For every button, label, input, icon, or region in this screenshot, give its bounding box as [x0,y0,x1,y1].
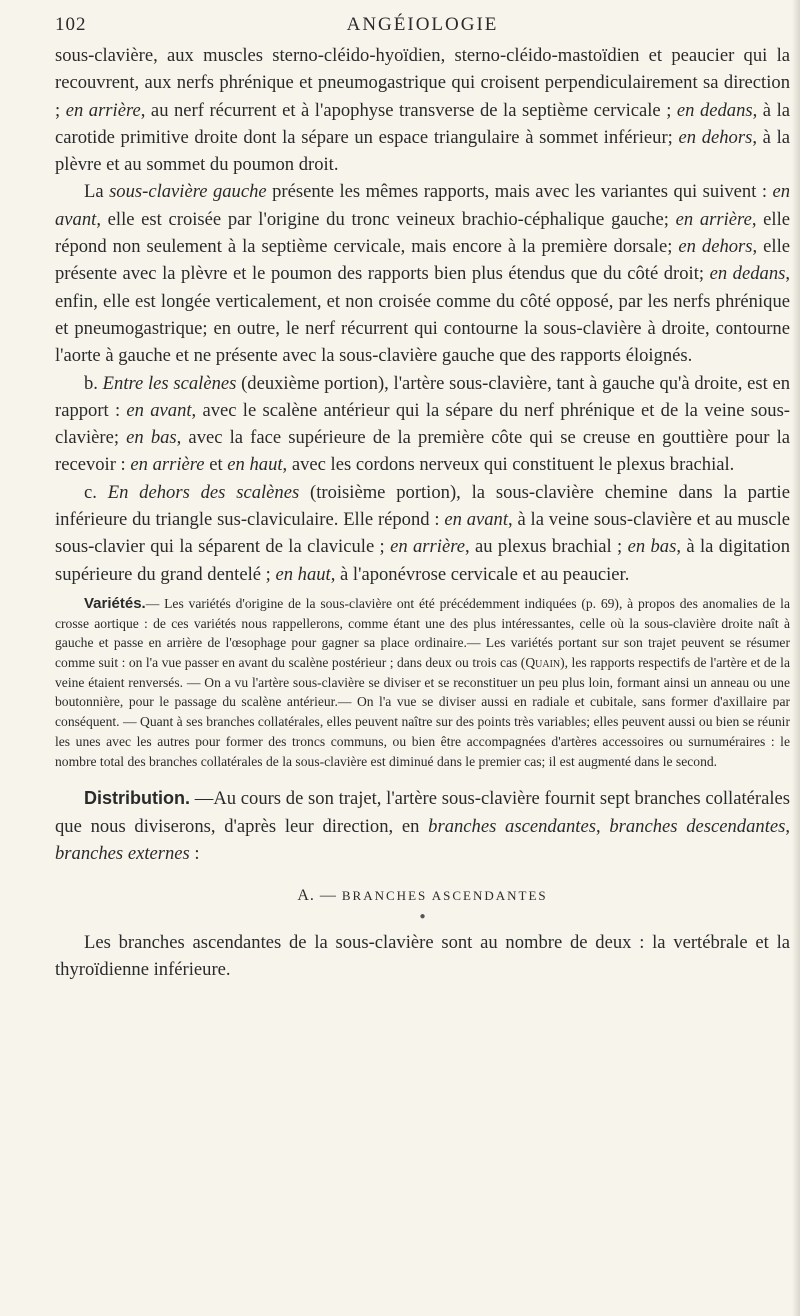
page-header [55,14,790,42]
page-edge-shadow [792,0,800,1316]
distribution-label: Distribution. [84,788,190,809]
varietes-label: Variétés. [84,594,146,612]
paragraph-varietes: Variétés.— Les variétés d'origine de la sous-clavière ont été précédemment indiquées (p. 69), à propos des anomalies de la crosse aortique : de ces variétés nous rappellerons, comme étant une des plus intéressantes, celle où la sous-clavière droite naît à gauche et passe en arrière de l'œsophage pour gagner sa place ordinaire.— Les variétés portant sur son trajet peuvent se résumer comme suit : on l'a vue passer en avant du scalène postérieur ; dans deux ou trois cas (Quain), les rapports respectifs de l'artère et de la veine étaient renversés. — On a vu l'artère sous-clavière se diviser et se reconstituer un peu plus loin, formant ainsi un anneau ou une boutonnière, pour le passage du scalène antérieur.— On l'a vue se diviser aussi en radiale et cubitale, sans former d'axillaire par conséquent. — Quant à ses branches collatérales, elles peuvent naître sur des points très variables; elles peuvent aussi ou bien se réunir les unes avec les autres pour former des troncs communs, ou bien être accompagnées d'artères accessoires ou surnuméraires : le nombre total des branches collatérales de la sous-clavière est diminué dans le premier cas; il est augmenté dans le second. [55,594,790,769]
page [55,14,790,984]
section-heading: A. — BRANCHES ASCENDANTES [297,887,548,905]
paragraph-branches-ascendantes: Les branches ascendantes de la sous-clavière sont au nombre de deux : la vertébrale et la thyroïdienne inférieure. [55,932,790,981]
running-title: ANGÉIOLOGIE [346,14,499,35]
paragraph-rapports-droite: sous-clavière, aux muscles sterno-cléido-hyoïdien, sterno-cléido-mastoïdien et peaucier qui la recouvrent, aux nerfs phrénique et pneumogastrique qui croisent perpendiculairement sa direction ; en arrière, au nerf récurrent et à l'apophyse transverse de la septième cervicale ; en dedans, à la carotide primitive droite dont la sépare un espace triangulaire à sommet inférieur; en dehors, à la plèvre et au sommet du poumon droit. [55,45,791,176]
paragraph-en-dehors-scalenes: c. En dehors des scalènes (troisième portion), la sous-clavière chemine dans la partie inférieure du triangle sus-claviculaire. Elle répond : en avant, à la veine sous-clavière et au muscle sous-clavier qui la séparent de la clavicule ; en arrière, au plexus brachial ; en bas, à la digitation supérieure du grand dentelé ; en haut, à l'aponévrose cervicale et au peaucier. [55,481,791,585]
paragraph-entre-scalenes: b. Entre les scalènes (deuxième portion), l'artère sous-clavière, tant à gauche qu'à droite, est en rapport : en avant, avec le scalène antérieur qui la sépare du nerf phrénique et de la veine sous-clavière; en bas, avec la face supérieure de la première côte qui se creuse en gouttière pour la recevoir : en arrière et en haut, avec les cordons nerveux qui constituent le plexus brachial. [55,372,791,476]
paragraph-distribution: Distribution. —Au cours de son trajet, l'artère sous-clavière fournit sept branches collatérales que nous diviserons, d'après leur direction, en branches ascendantes, branches descendantes, branches externes : [55,788,791,864]
paragraph-sous-claviere-gauche: La sous-clavière gauche présente les mêmes rapports, mais avec les variantes qui suivent : en avant, elle est croisée par l'origine du tronc veineux brachio-céphalique gauche; en arrière, elle répond non seulement à la septième cervicale, mais encore à la première dorsale; en dehors, elle présente avec la plèvre et le poumon des rapports bien plus étendus que du côté droit; en dedans, enfin, elle est longée verticalement, et non croisée comme du côté opposé, par les nerfs phrénique et pneumogastrique; en outre, le nerf récurrent qui contourne la sous-clavière à droite, contourne l'aorte à gauche et ne présente avec la sous-clavière gauche que des rapports éloignés. [55,181,791,367]
page-number: 102 [55,14,87,35]
ornament-dot: ● [419,911,426,923]
